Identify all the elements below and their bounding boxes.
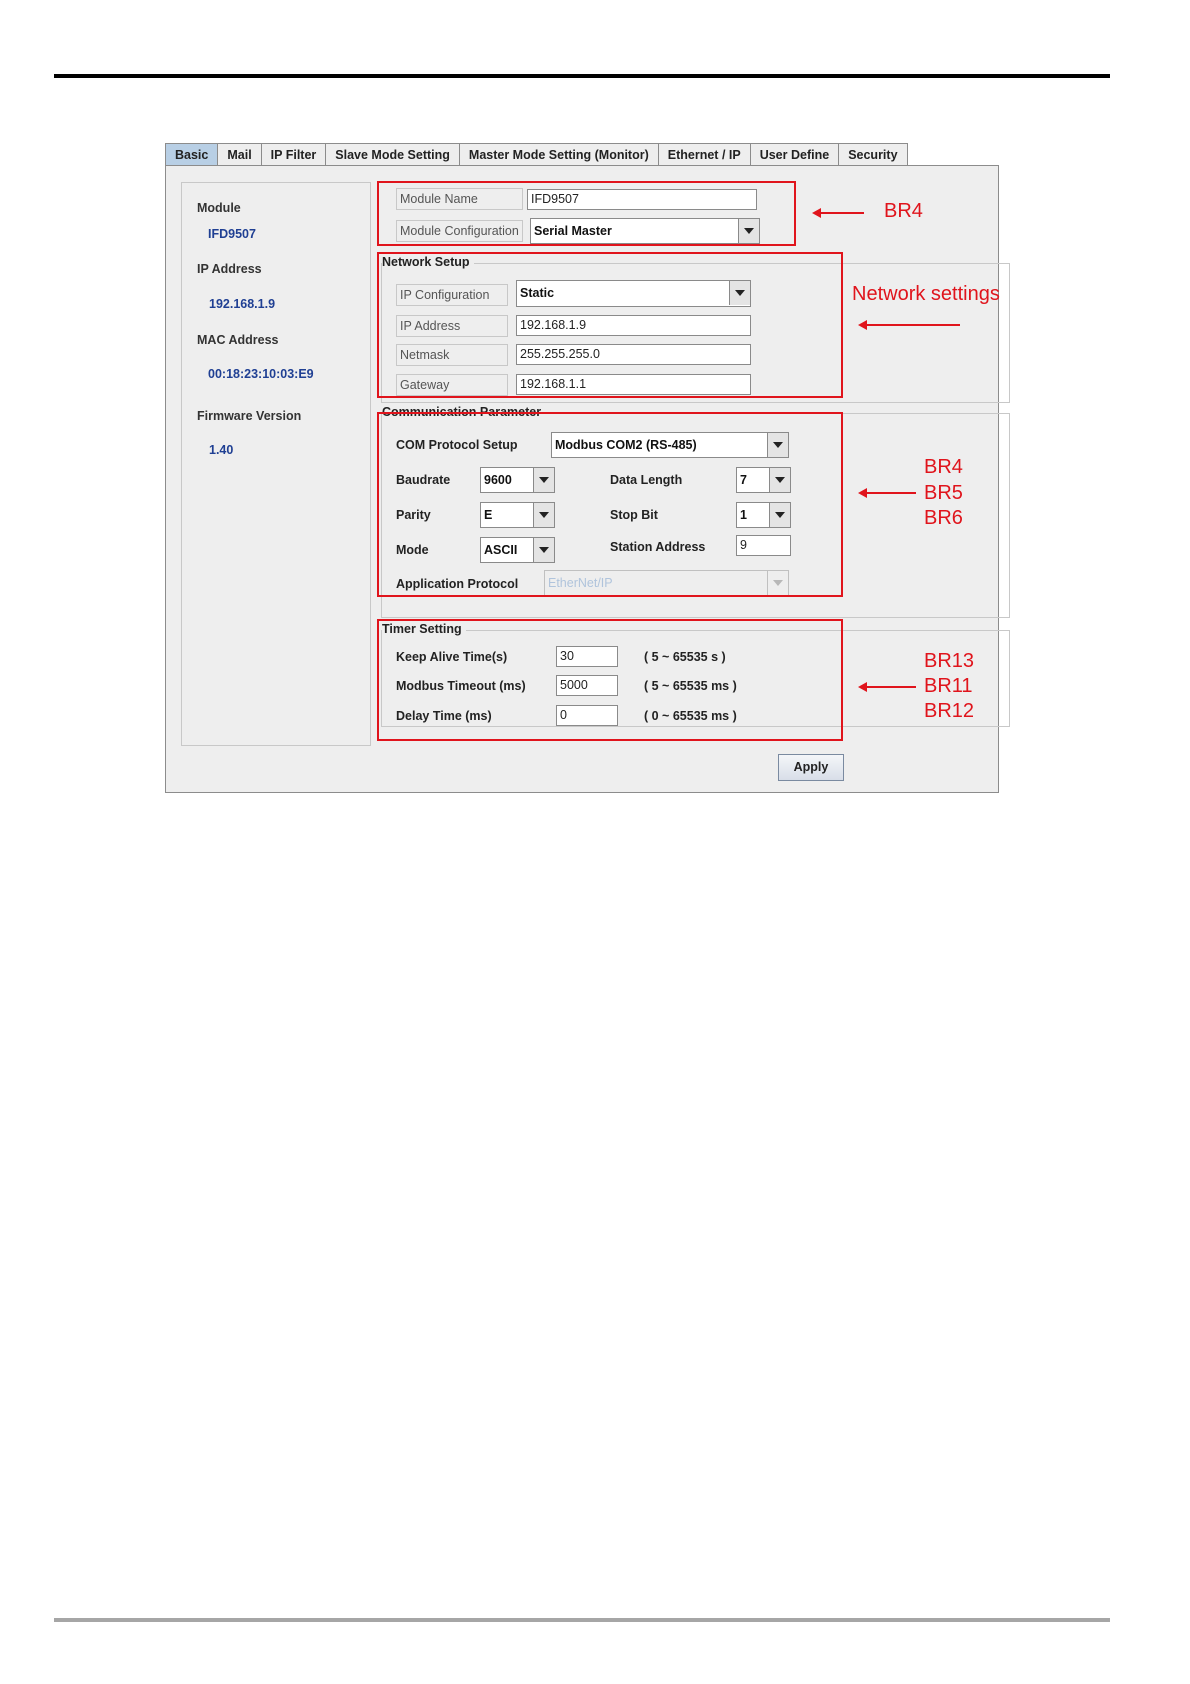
- module-info-box: [181, 182, 371, 746]
- keep-alive-range: ( 5 ~ 65535 s ): [644, 650, 726, 664]
- tab-basic[interactable]: Basic: [165, 143, 218, 166]
- data-length-value: 7: [740, 473, 747, 487]
- apply-button[interactable]: Apply: [778, 754, 844, 781]
- netmask-input[interactable]: 255.255.255.0: [516, 344, 751, 365]
- communication-parameter-title: Communication Parameter: [382, 405, 545, 419]
- tab-security[interactable]: Security: [838, 143, 907, 166]
- annotation-box-module: [377, 181, 796, 246]
- delay-time-input[interactable]: 0: [556, 705, 618, 726]
- annotation-br13: BR13: [924, 650, 975, 672]
- module-label: Module: [197, 201, 241, 215]
- ip-address-field-label: IP Address: [396, 315, 508, 337]
- gateway-input[interactable]: 192.168.1.1: [516, 374, 751, 395]
- annotation-br6: BR6: [924, 507, 963, 529]
- tab-ethernet-ip[interactable]: Ethernet / IP: [658, 143, 751, 166]
- mac-address-value: 00:18:23:10:03:E9: [208, 367, 314, 381]
- module-name-label: Module Name: [396, 188, 523, 210]
- modbus-timeout-range: ( 5 ~ 65535 ms ): [644, 679, 737, 693]
- baudrate-label: Baudrate: [396, 473, 451, 487]
- annotation-br5: BR5: [924, 482, 963, 504]
- annotation-arrow-1: [820, 212, 864, 214]
- stop-bit-value: 1: [740, 508, 747, 522]
- mode-label: Mode: [396, 543, 429, 557]
- modbus-timeout-input[interactable]: 5000: [556, 675, 618, 696]
- annotation-br4: BR4: [924, 456, 963, 478]
- firmware-version-value: 1.40: [209, 443, 234, 457]
- annotation-br11: BR11: [924, 675, 973, 697]
- netmask-label: Netmask: [396, 344, 508, 366]
- ip-address-value: 192.168.1.9: [209, 297, 276, 311]
- footer-rule: [54, 1618, 1110, 1622]
- baudrate-value: 9600: [484, 473, 512, 487]
- network-setup-title: Network Setup: [382, 255, 474, 269]
- tab-master-mode-setting[interactable]: Master Mode Setting (Monitor): [459, 143, 659, 166]
- ip-configuration-value: Static: [520, 286, 555, 300]
- annotation-box-network: [377, 252, 843, 398]
- mac-address-label: MAC Address: [197, 333, 279, 347]
- mode-value: ASCII: [484, 543, 518, 557]
- ip-address-input[interactable]: 192.168.1.9: [516, 315, 751, 336]
- timer-setting-title: Timer Setting: [382, 622, 466, 636]
- application-protocol-label: Application Protocol: [396, 577, 519, 591]
- station-address-label: Station Address: [610, 540, 706, 554]
- tab-bar: [165, 141, 907, 166]
- annotation-network-settings: Network settings: [852, 283, 1000, 305]
- station-address-input[interactable]: 9: [736, 535, 791, 556]
- keep-alive-input[interactable]: 30: [556, 646, 618, 667]
- modbus-timeout-label: Modbus Timeout (ms): [396, 679, 526, 693]
- com-protocol-value: Modbus COM2 (RS-485): [555, 438, 697, 452]
- annotation-box-communication: [377, 412, 843, 597]
- tab-ip-filter[interactable]: IP Filter: [261, 143, 327, 166]
- parity-value: E: [484, 508, 493, 522]
- module-configuration-label: Module Configuration: [396, 220, 523, 242]
- delay-time-label: Delay Time (ms): [396, 709, 492, 723]
- annotation-arrow-3: [866, 492, 916, 494]
- annotation-arrow-4: [866, 686, 916, 688]
- stop-bit-label: Stop Bit: [610, 508, 658, 522]
- annotation-br12: BR12: [924, 700, 975, 722]
- module-name-input[interactable]: IFD9507: [527, 189, 757, 210]
- firmware-version-label: Firmware Version: [197, 409, 302, 423]
- tab-user-define[interactable]: User Define: [750, 143, 839, 166]
- gateway-label: Gateway: [396, 374, 508, 396]
- tab-slave-mode-setting[interactable]: Slave Mode Setting: [325, 143, 460, 166]
- com-protocol-label: COM Protocol Setup: [396, 438, 518, 452]
- data-length-label: Data Length: [610, 473, 683, 487]
- keep-alive-label: Keep Alive Time(s): [396, 650, 508, 664]
- annotation-br4-module: BR4: [884, 200, 923, 222]
- ip-configuration-label: IP Configuration: [396, 284, 508, 306]
- tab-mail[interactable]: Mail: [217, 143, 261, 166]
- annotation-arrow-2: [866, 324, 960, 326]
- delay-time-range: ( 0 ~ 65535 ms ): [644, 709, 737, 723]
- parity-label: Parity: [396, 508, 431, 522]
- annotation-box-timer: [377, 619, 843, 741]
- module-value: IFD9507: [208, 227, 256, 241]
- module-configuration-value: Serial Master: [534, 224, 612, 238]
- ip-address-label: IP Address: [197, 262, 262, 276]
- application-protocol-value: EtherNet/IP: [548, 576, 613, 590]
- header-rule: [54, 74, 1110, 78]
